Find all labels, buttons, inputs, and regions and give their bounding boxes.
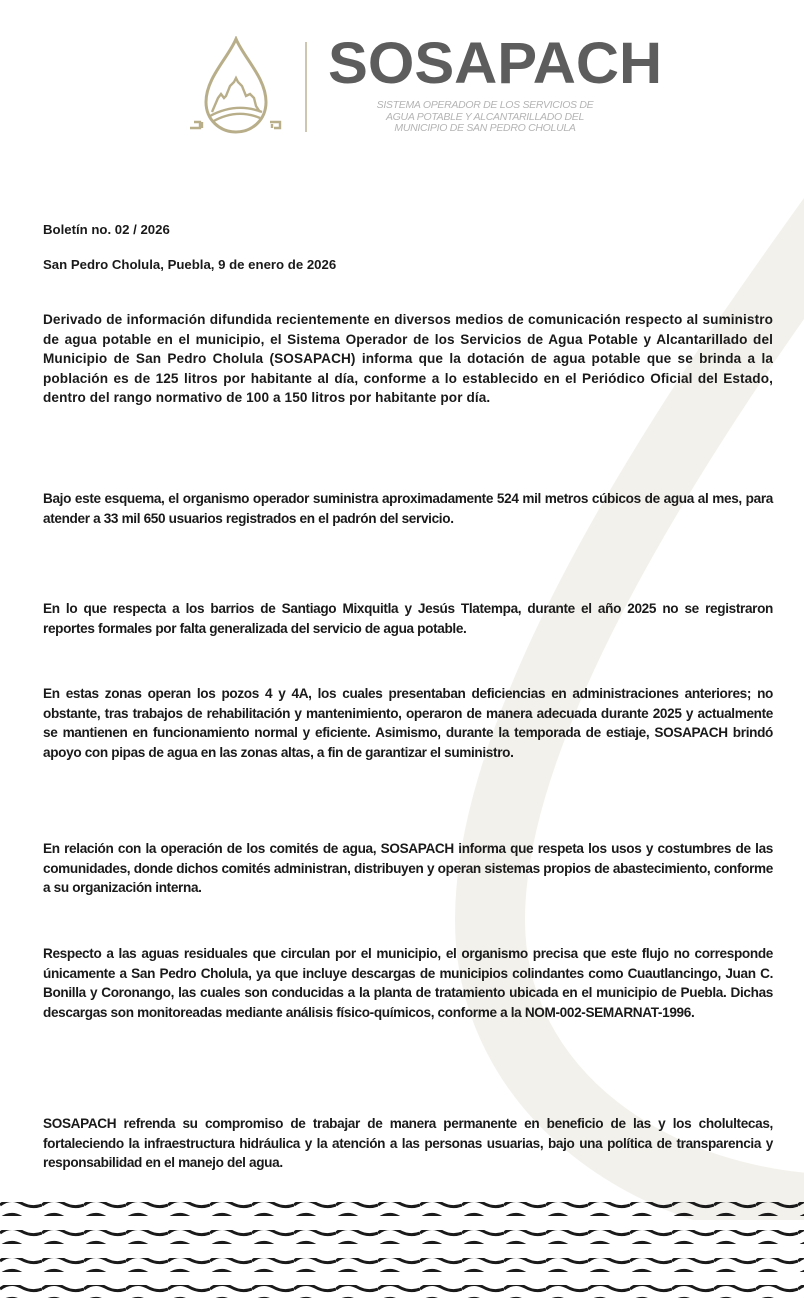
logo-subtitle-line: AGUA POTABLE Y ALCANTARILLADO DEL: [385, 110, 585, 123]
paragraph-5: En relación con la operación de los comités de agua, SOSAPACH informa que respeta los usos y costumbres de las comunidades, donde dichos comités administran, distribuyen y operan sistemas propios de abastecimiento, conforme a su organización interna.: [43, 841, 773, 896]
logo-divider: [305, 42, 307, 132]
header: [0, 0, 804, 150]
footer-wave-pattern: [0, 1196, 804, 1298]
paragraph-2: Bajo este esquema, el organismo operador suministra aproximadamente 524 mil metros cúbicos de agua al mes, para atender a 33 mil 650 usuarios registrados en el padrón del servicio.: [43, 491, 773, 526]
logo-subtitle-line: MUNICIPIO DE SAN PEDRO CHOLULA: [394, 122, 576, 134]
water-drop-cathedral-icon: [188, 36, 284, 138]
paragraph-6: Respecto a las aguas residuales que circulan por el municipio, el organismo precisa que este flujo no corresponde únicamente a San Pedro Cholula, ya que incluye descargas de municipios colindantes como Cuautlancingo, Juan C. Bonilla y Coronango, las cuales son conducidas a la planta de tratamiento ubicada en el municipio de Puebla. Dichas descargas son monitoreadas mediante análisis físico-químicos, conforme a la NOM-002-SEMARNAT-1996.: [43, 946, 773, 1020]
paragraph-4: En estas zonas operan los pozos 4 y 4A, los cuales presentaban deficiencias en administraciones anteriores; no obstante, tras trabajos de rehabilitación y mantenimiento, operaron de manera adecuada durante 2025 y actualmente se mantienen en funcionamiento normal y eficiente. Asimismo, durante la temporada de estiaje, SOSAPACH brindó apoyo con pipas de agua en las zonas altas, a fin de garantizar el suministro.: [43, 686, 773, 760]
logo-subtitle: [360, 100, 610, 135]
logo-title: SOSAPACH: [328, 31, 663, 96]
bulletin-number: Boletín no. 02 / 2026: [43, 222, 170, 237]
paragraph-1: Derivado de información difundida recientemente en diversos medios de comunicación respecto al suministro de agua potable en el municipio, el Sistema Operador de los Servicios de Agua Potable y Alcantarillado del Municipio de San Pedro Cholula (SOSAPACH) informa que la dotación de agua potable que se brinda a la población es de 125 litros por habitante al día, conforme a lo establecido en el Periódico Oficial del Estado, dentro del rango normativo de 100 a 150 litros por habitante por día.: [43, 312, 773, 406]
logo-subtitle-line: SISTEMA OPERADOR DE LOS SERVICIOS DE: [376, 99, 594, 111]
paragraph-7: SOSAPACH refrenda su compromiso de trabajar de manera permanente en beneficio de las y los cholultecas, fortaleciendo la infraestructura hidráulica y la atención a las personas usuarias, bajo una política de transparencia y responsabilidad en el manejo del agua.: [43, 1116, 773, 1171]
paragraph-3: En lo que respecta a los barrios de Santiago Mixquitla y Jesús Tlatempa, durante el año 2025 no se registraron reportes formales por falta generalizada del servicio de agua potable.: [43, 601, 773, 636]
place-date: San Pedro Cholula, Puebla, 9 de enero de 2026: [43, 257, 337, 272]
